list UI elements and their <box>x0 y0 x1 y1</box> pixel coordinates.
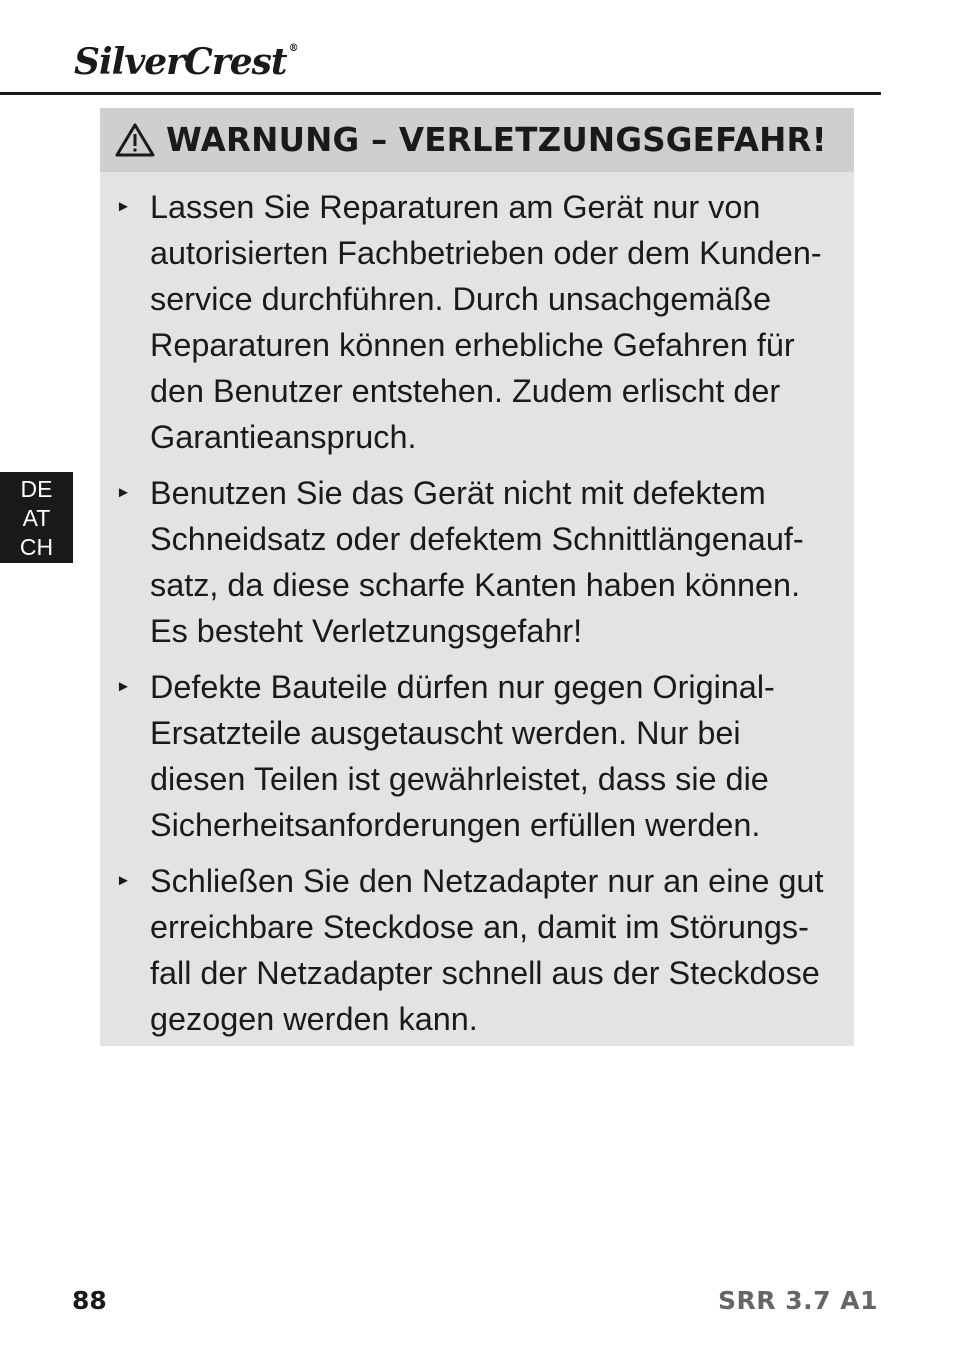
item-line: diesen Teilen ist gewährleistet, dass sie die <box>150 761 769 797</box>
page-number: 88 <box>72 1286 107 1315</box>
language-tab-ch: CH <box>19 534 54 560</box>
warning-box <box>100 108 854 1046</box>
model-number: SRR 3.7 A1 <box>718 1286 878 1315</box>
item-line: Schneidsatz oder defektem Schnittlängenauf- <box>150 521 804 557</box>
item-line: Reparaturen können erhebliche Gefahren für <box>150 327 795 363</box>
bullet-arrow-icon: ► <box>116 198 131 215</box>
item-line: den Benutzer entstehen. Zudem erlischt der <box>150 373 781 409</box>
warning-list <box>100 184 854 1052</box>
warning-triangle-icon <box>114 122 156 158</box>
warning-title: WARNUNG – VERLETZUNGSGEFAHR! <box>166 121 827 159</box>
warning-item <box>100 664 854 848</box>
item-line: Schließen Sie den Netzadapter nur an eine gut <box>150 863 824 899</box>
warning-header <box>100 108 854 172</box>
brand-logo <box>74 41 298 83</box>
header-divider <box>0 92 881 95</box>
bullet-arrow-icon: ► <box>116 484 131 501</box>
warning-item <box>100 470 854 654</box>
item-line: Sicherheitsanforderungen erfüllen werden. <box>150 807 761 843</box>
brand-name: SilverCrest <box>74 41 287 83</box>
item-line: erreichbare Steckdose an, damit im Störungs- <box>150 909 809 945</box>
item-line: fall der Netzadapter schnell aus der Steckdose <box>150 955 820 991</box>
language-tab-de: DE <box>20 476 53 502</box>
item-line: Garantieanspruch. <box>150 419 417 455</box>
language-tab-at: AT <box>22 505 51 531</box>
registered-mark: ® <box>288 43 298 54</box>
language-tab <box>0 472 73 563</box>
item-line: service durchführen. Durch unsachgemäße <box>150 281 772 317</box>
warning-item <box>100 184 854 460</box>
bullet-arrow-icon: ► <box>116 872 131 889</box>
warning-item <box>100 858 854 1042</box>
item-line: gezogen werden kann. <box>150 1001 478 1037</box>
item-line: Lassen Sie Reparaturen am Gerät nur von <box>150 189 761 225</box>
item-line: Defekte Bauteile dürfen nur gegen Original- <box>150 669 775 705</box>
item-line: Benutzen Sie das Gerät nicht mit defektem <box>150 475 766 511</box>
item-line: autorisierten Fachbetrieben oder dem Kunden- <box>150 235 822 271</box>
item-line: Ersatzteile ausgetauscht werden. Nur bei <box>150 715 741 751</box>
bullet-arrow-icon: ► <box>116 678 131 695</box>
item-line: satz, da diese scharfe Kanten haben können. <box>150 567 801 603</box>
item-line: Es besteht Verletzungsgefahr! <box>150 613 583 649</box>
